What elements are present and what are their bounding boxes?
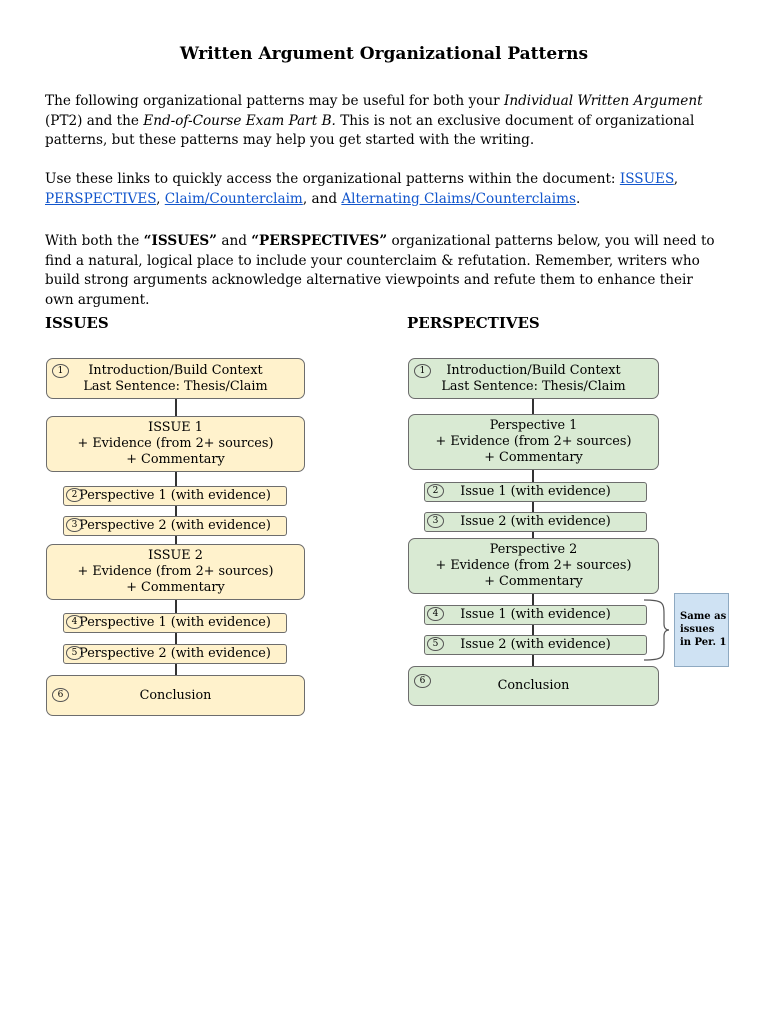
step-number-badge: 6 bbox=[52, 688, 69, 702]
box-line: ISSUE 1 bbox=[148, 420, 203, 435]
issues-conclusion-box bbox=[46, 675, 305, 716]
issues-issue2-box bbox=[46, 544, 305, 600]
separator: , bbox=[673, 171, 679, 187]
box-line: Perspective 2 (with evidence) bbox=[79, 518, 271, 533]
issues-perspective2-box bbox=[63, 644, 287, 664]
intro-paragraph bbox=[45, 92, 725, 151]
issues-perspective1-box bbox=[63, 486, 287, 506]
page-title: Written Argument Organizational Patterns bbox=[179, 44, 589, 64]
intro-emphasis-written-argument: Individual Written Argument bbox=[503, 93, 703, 109]
step-number-badge: 5 bbox=[66, 646, 83, 660]
step-number-badge: 1 bbox=[414, 364, 431, 378]
perspectives-conclusion-box bbox=[408, 666, 659, 706]
patterns-text: and bbox=[217, 233, 252, 249]
step-number-badge: 6 bbox=[414, 674, 431, 688]
perspectives-perspective2-box bbox=[408, 538, 659, 594]
box-line: Issue 1 (with evidence) bbox=[460, 484, 611, 499]
patterns-text: organizational patterns below, you will need to find a natural, logical place to include your counterclaim & refutation. Remember, writers who build strong arguments acknowledge alternative viewpoints and refute them to enhance their own argument. bbox=[45, 233, 715, 308]
box-line: Perspective 1 bbox=[489, 418, 578, 433]
perspectives-issue1-box bbox=[424, 605, 647, 625]
box-line: ISSUE 2 bbox=[148, 548, 203, 563]
box-line: Issue 2 (with evidence) bbox=[460, 637, 611, 652]
issues-intro-box bbox=[46, 358, 305, 399]
period: . bbox=[576, 190, 581, 207]
step-number-badge: 4 bbox=[427, 607, 444, 621]
patterns-text: With both the bbox=[45, 233, 144, 249]
box-line: + Commentary bbox=[126, 580, 225, 595]
intro-text: (PT2) and the bbox=[45, 112, 144, 129]
box-line: Conclusion bbox=[497, 678, 570, 693]
separator: , bbox=[156, 190, 165, 207]
box-line: Perspective 2 bbox=[489, 542, 578, 557]
intro-text: The following organizational patterns may be useful for both your bbox=[45, 93, 504, 109]
box-line: + Evidence (from 2+ sources) bbox=[435, 434, 632, 449]
links-paragraph bbox=[45, 170, 725, 209]
box-line: Issue 2 (with evidence) bbox=[460, 514, 611, 529]
step-number-badge: 3 bbox=[66, 518, 83, 532]
perspectives-issue1-box bbox=[424, 482, 647, 502]
perspectives-perspective1-box bbox=[408, 414, 659, 470]
box-line: Last Sentence: Thesis/Claim bbox=[441, 378, 626, 394]
perspectives-issue2-box bbox=[424, 512, 647, 532]
same-as-note: Same as issues in Per. 1 bbox=[674, 593, 729, 667]
box-line: + Evidence (from 2+ sources) bbox=[435, 558, 632, 573]
separator: , and bbox=[302, 190, 342, 207]
box-line: + Commentary bbox=[126, 452, 225, 467]
box-line: Introduction/Build Context bbox=[88, 362, 263, 378]
curly-brace-icon bbox=[640, 598, 670, 662]
box-line: + Evidence (from 2+ sources) bbox=[77, 436, 274, 451]
step-number-badge: 1 bbox=[52, 364, 69, 378]
links-lead-text: Use these links to quickly access the organizational patterns within the document: bbox=[45, 171, 620, 187]
patterns-paragraph bbox=[45, 232, 725, 310]
box-line: Perspective 2 (with evidence) bbox=[79, 646, 271, 661]
box-line: Perspective 1 (with evidence) bbox=[79, 615, 271, 630]
box-line: + Commentary bbox=[484, 574, 583, 589]
step-number-badge: 2 bbox=[427, 484, 444, 498]
step-number-badge: 4 bbox=[66, 615, 83, 629]
box-line: Perspective 1 (with evidence) bbox=[79, 488, 271, 503]
issues-heading: ISSUES bbox=[45, 314, 109, 332]
issues-perspective2-box bbox=[63, 516, 287, 536]
perspectives-issue2-box bbox=[424, 635, 647, 655]
issues-link[interactable]: ISSUES bbox=[619, 171, 674, 187]
claim-counterclaim-link[interactable]: Claim/Counterclaim bbox=[164, 190, 303, 207]
box-line: Conclusion bbox=[139, 687, 212, 703]
step-number-badge: 2 bbox=[66, 488, 83, 502]
issues-issue1-box bbox=[46, 416, 305, 472]
alternating-claims-link[interactable]: Alternating Claims/Counterclaims bbox=[341, 190, 577, 207]
box-line: + Commentary bbox=[484, 450, 583, 465]
intro-emphasis-exam: End-of-Course Exam Part B. bbox=[143, 112, 336, 129]
issues-emphasis: “ISSUES” bbox=[143, 233, 218, 249]
perspectives-emphasis: “PERSPECTIVES” bbox=[251, 233, 388, 249]
box-line: + Evidence (from 2+ sources) bbox=[77, 564, 274, 579]
intro-text: This is not an exclusive document of organizational patterns, but these patterns may help you get started with the writing. bbox=[45, 112, 695, 148]
perspectives-link[interactable]: PERSPECTIVES bbox=[45, 190, 157, 207]
step-number-badge: 5 bbox=[427, 637, 444, 651]
perspectives-intro-box bbox=[408, 358, 659, 399]
step-number-badge: 3 bbox=[427, 514, 444, 528]
perspectives-heading: PERSPECTIVES bbox=[407, 314, 540, 332]
box-line: Issue 1 (with evidence) bbox=[460, 607, 611, 622]
box-line: Introduction/Build Context bbox=[446, 362, 621, 378]
issues-perspective1-box bbox=[63, 613, 287, 633]
box-line: Last Sentence: Thesis/Claim bbox=[83, 378, 268, 394]
